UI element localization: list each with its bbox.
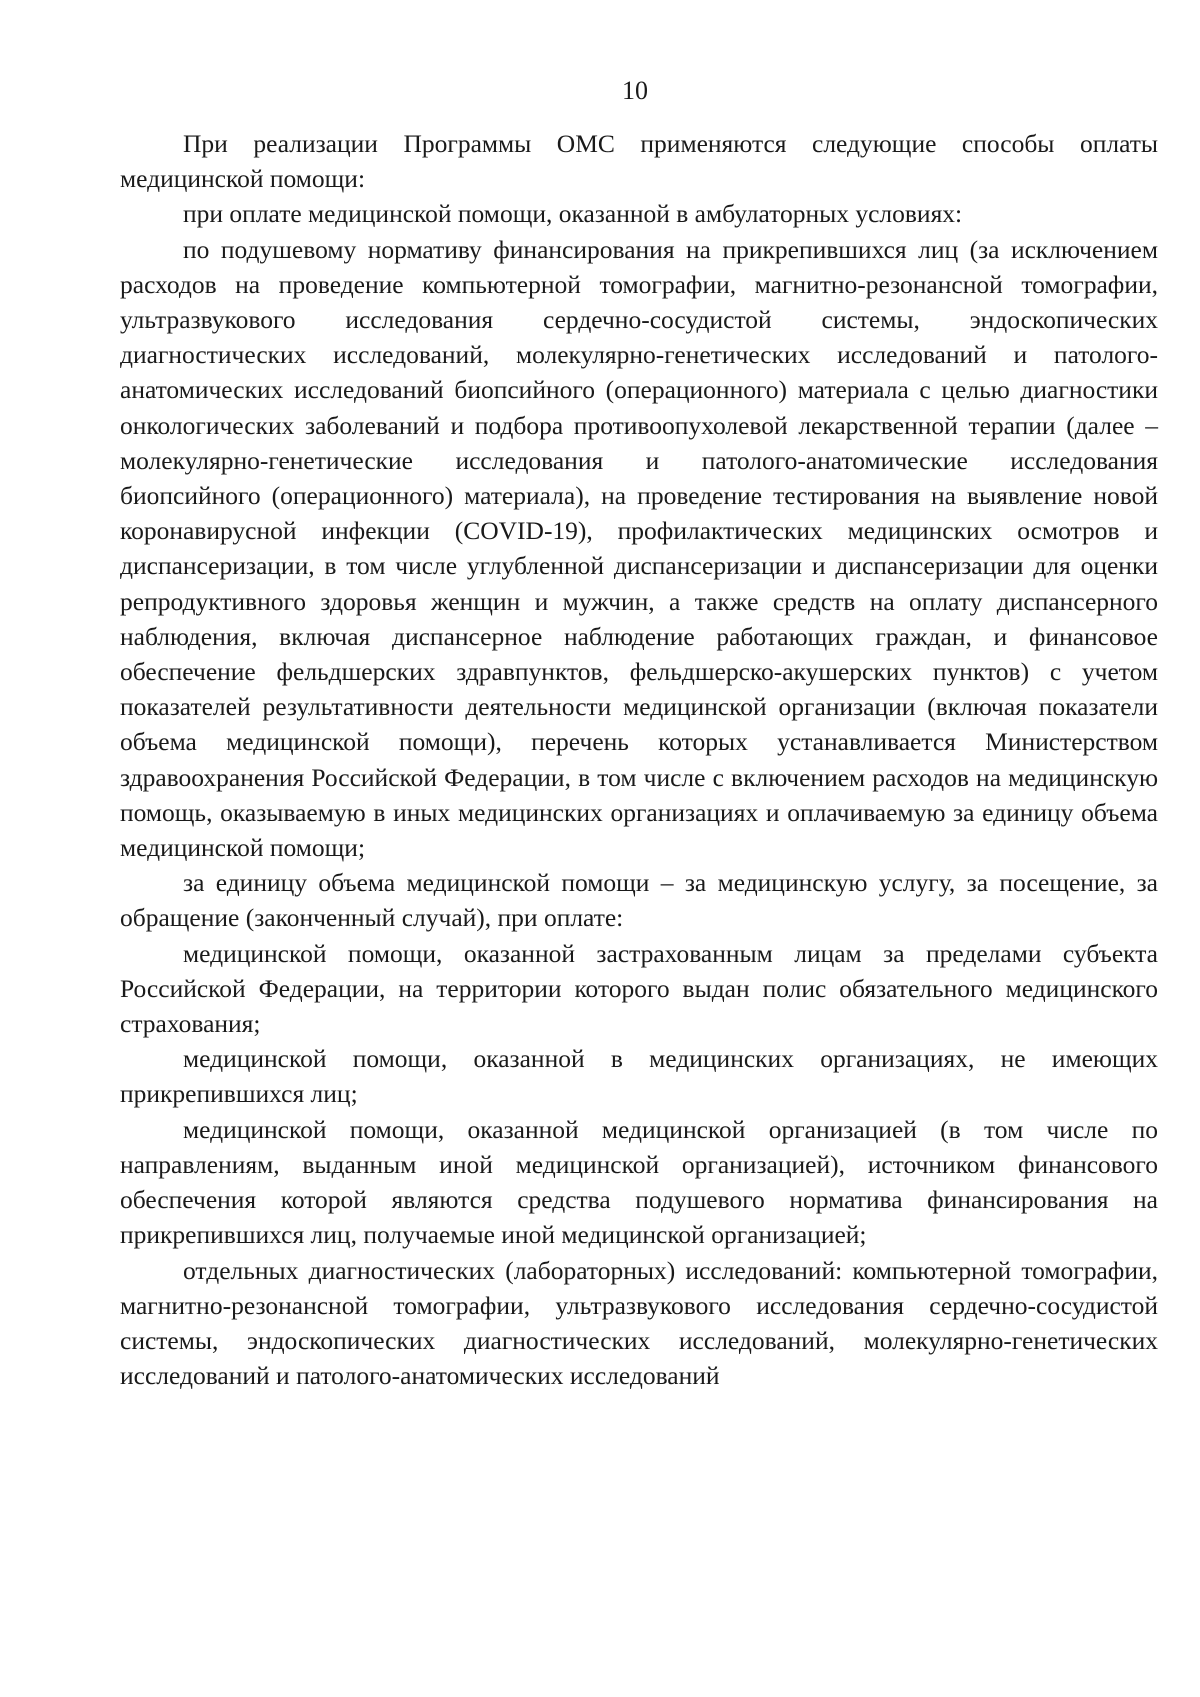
paragraph-outpatient: при оплате медицинской помощи, оказанной в амбулаторных условиях: — [183, 199, 963, 229]
page-number: 10 — [622, 76, 648, 105]
paragraph-payment-methods-intro: При реализации Программы ОМС применяются следующие способы оплаты медицинской помощи: — [120, 129, 1158, 194]
document-body — [120, 126, 1158, 1393]
paragraph-outside-region: медицинской помощи, оказанной застрахованным лицам за пределами субъекта Российской Федерации, на территории которого выдан полис обязательного медицинского страхования; — [120, 938, 1158, 1039]
paragraph-per-capita-standard: по подушевому нормативу финансирования на прикрепившихся лиц (за исключением расходов на проведение компьютерной томографии, магнитно-резонансной томографии, ультразвукового исследования сердечно-сосудистой системы, эндоскопических диагностических исследований, молекулярно-генетических исследований и патолого-анатомических исследований биопсийного (операционного) материала с целью диагностики онкологических заболеваний и подбора противоопухолевой лекарственной терапии (далее – молекулярно-генетические исследования и патолого-анатомические исследования биопсийного (операционного) материала), на проведение тестирования на выявление новой коронавирусной инфекции (COVID-19), профилактических медицинских осмотров и диспансеризации, в том числе углубленной диспансеризации и диспансеризации для оценки репродуктивного здоровья женщин и мужчин, а также средств на оплату диспансерного наблюдения, включая диспансерное наблюдение работающих граждан, и финансовое обеспечение фельдшерских здравпунктов, фельдшерско-акушерских пунктов) с учетом показателей результативности деятельности медицинской организации (включая показатели объема медицинской помощи), перечень которых устанавливается Министерством здравоохранения Российской Федерации, в том числе с включением расходов на медицинскую помощь, оказываемую в иных медицинских организациях и оплачиваемую за единицу объема медицинской помощи; — [120, 234, 1158, 863]
paragraph-per-unit-volume: за единицу объема медицинской помощи – за медицинскую услугу, за посещение, за обращение (законченный случай), при оплате: — [120, 868, 1158, 933]
paragraph-diagnostic-tests: отдельных диагностических (лабораторных) исследований: компьютерной томографии, магнитно-резонансной томографии, ультразвукового исследования сердечно-сосудистой системы, эндоскопических диагностических исследований, молекулярно-генетических исследований и патолого-анатомических исследований — [120, 1255, 1158, 1391]
paragraph-referrals: медицинской помощи, оказанной медицинской организацией (в том числе по направлениям, выданным иной медицинской организацией), источником финансового обеспечения которой являются средства подушевого норматива финансирования на прикрепившихся лиц, получаемые иной медицинской организацией; — [120, 1114, 1158, 1250]
paragraph-no-attached: медицинской помощи, оказанной в медицинских организациях, не имеющих прикрепившихся лиц; — [120, 1044, 1158, 1109]
